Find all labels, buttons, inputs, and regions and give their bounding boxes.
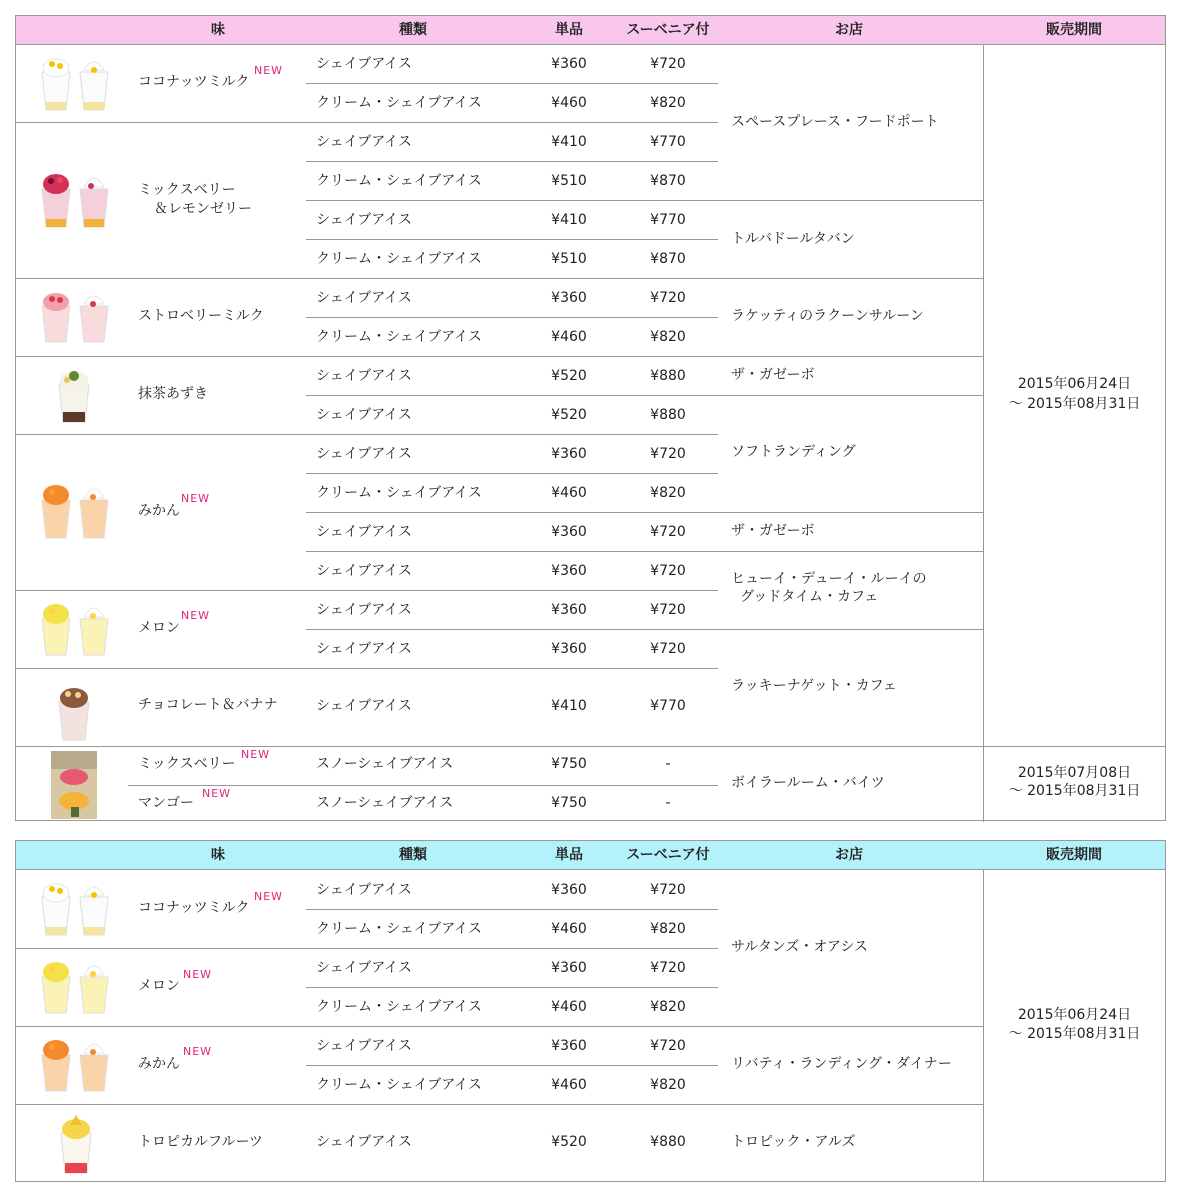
row-price: ¥410 xyxy=(551,212,587,228)
row-type: シェイブアイス xyxy=(316,882,412,898)
row-type: シェイブアイス xyxy=(316,698,412,714)
row-price: ¥520 xyxy=(551,1134,587,1150)
row-souvenir: ¥720 xyxy=(650,641,686,657)
row-type: クリーム・シェイブアイス xyxy=(316,921,482,937)
row-souvenir: ¥820 xyxy=(650,95,686,111)
shop-huey-dewey-louie-line2: グッドタイム・カフェ xyxy=(740,589,879,605)
new-badge: NEW xyxy=(181,609,211,622)
row-price: ¥460 xyxy=(551,1077,587,1093)
shop-space-place: スペースプレース・フードポート xyxy=(731,114,939,130)
melon-photo xyxy=(38,601,114,659)
new-badge: NEW xyxy=(181,492,211,505)
flavor-melon: メロン xyxy=(138,620,180,636)
row-type: シェイブアイス xyxy=(316,602,412,618)
row-souvenir: ¥880 xyxy=(650,368,686,384)
header-souvenir: スーベニア付 xyxy=(626,22,710,38)
row-type: クリーム・シェイブアイス xyxy=(316,485,482,501)
row-type: クリーム・シェイブアイス xyxy=(316,1077,482,1093)
shop-gazebo-2: ザ・ガゼーボ xyxy=(731,523,815,539)
snow-shave-ice-photo xyxy=(51,751,97,819)
row-type: クリーム・シェイブアイス xyxy=(316,95,482,111)
row-type: クリーム・シェイブアイス xyxy=(316,251,482,267)
row-souvenir: ¥720 xyxy=(650,960,686,976)
header-souvenir: スーベニア付 xyxy=(626,847,710,863)
sales-period-start-2: 2015年07月08日 xyxy=(1017,765,1132,781)
row-souvenir: ¥770 xyxy=(650,212,686,228)
header-shop: お店 xyxy=(835,22,863,38)
flavor-mango: マンゴー xyxy=(138,795,194,811)
row-price: ¥360 xyxy=(551,563,587,579)
row-price: ¥750 xyxy=(551,795,587,811)
row-souvenir: ¥720 xyxy=(650,56,686,72)
row-souvenir: ¥720 xyxy=(650,563,686,579)
mikan-photo xyxy=(38,482,114,542)
row-souvenir: ¥720 xyxy=(650,882,686,898)
row-price: ¥360 xyxy=(551,602,587,618)
row-type: クリーム・シェイブアイス xyxy=(316,173,482,189)
row-souvenir: ¥720 xyxy=(650,524,686,540)
row-type: シェイブアイス xyxy=(316,1134,412,1150)
header-period: 販売期間 xyxy=(1046,847,1102,863)
shop-sultans-oasis: サルタンズ・オアシス xyxy=(731,939,868,955)
row-type: シェイブアイス xyxy=(316,1038,412,1054)
row-souvenir: ¥720 xyxy=(650,1038,686,1054)
shop-raketty: ラケッティのラクーンサルーン xyxy=(731,308,924,324)
row-price: ¥460 xyxy=(551,921,587,937)
row-souvenir: ¥870 xyxy=(650,251,686,267)
row-souvenir: ¥820 xyxy=(650,485,686,501)
shave-ice-table-2 xyxy=(15,840,1166,1182)
flavor-matcha-azuki: 抹茶あずき xyxy=(138,386,208,402)
flavor-mixed-berry: ミックスベリー xyxy=(138,756,236,772)
row-souvenir: ¥820 xyxy=(650,999,686,1015)
flavor-coconut-milk: ココナッツミルク xyxy=(138,74,250,90)
header-price: 単品 xyxy=(555,22,583,38)
row-type: シェイブアイス xyxy=(316,134,412,150)
row-price: ¥360 xyxy=(551,524,587,540)
new-badge: NEW xyxy=(241,748,271,761)
shop-boiler-room: ボイラールーム・バイツ xyxy=(731,775,885,791)
row-type: シェイブアイス xyxy=(316,407,412,423)
coconut-milk-photo xyxy=(38,56,114,114)
header-price: 単品 xyxy=(555,847,583,863)
shave-ice-table-1 xyxy=(15,15,1166,821)
row-price: ¥460 xyxy=(551,485,587,501)
row-souvenir: - xyxy=(665,795,671,811)
shop-gazebo: ザ・ガゼーボ xyxy=(731,367,815,383)
row-price: ¥360 xyxy=(551,1038,587,1054)
row-price: ¥460 xyxy=(551,999,587,1015)
row-price: ¥510 xyxy=(551,173,587,189)
table-1-header xyxy=(16,16,1165,45)
row-type: シェイブアイス xyxy=(316,212,412,228)
new-badge: NEW xyxy=(254,64,284,77)
header-type: 種類 xyxy=(399,847,427,863)
row-type: シェイブアイス xyxy=(316,524,412,540)
row-type: スノーシェイブアイス xyxy=(316,795,454,811)
mixed-berry-photo xyxy=(38,171,114,231)
row-type: シェイブアイス xyxy=(316,563,412,579)
coconut-milk-photo xyxy=(38,881,114,939)
shop-huey-dewey-louie: ヒューイ・デューイ・ルーイの xyxy=(731,571,927,587)
row-type: クリーム・シェイブアイス xyxy=(316,329,482,345)
row-price: ¥360 xyxy=(551,56,587,72)
shop-tropic-als: トロピック・アルズ xyxy=(731,1134,856,1150)
flavor-melon: メロン xyxy=(138,978,180,994)
row-souvenir: ¥880 xyxy=(650,407,686,423)
row-price: ¥460 xyxy=(551,95,587,111)
melon-photo xyxy=(38,959,114,1017)
row-price: ¥360 xyxy=(551,641,587,657)
flavor-mikan: みかん xyxy=(138,503,180,519)
row-souvenir: ¥720 xyxy=(650,602,686,618)
sales-period-end-2: ～ 2015年08月31日 xyxy=(1008,783,1141,799)
header-flavor: 味 xyxy=(211,22,225,38)
row-price: ¥410 xyxy=(551,134,587,150)
row-price: ¥510 xyxy=(551,251,587,267)
shop-soft-landing: ソフトランディング xyxy=(731,444,856,460)
header-shop: お店 xyxy=(835,847,863,863)
table-2-header xyxy=(16,841,1165,870)
row-souvenir: ¥770 xyxy=(650,134,686,150)
flavor-mixed-berry-lemon-line2: ＆レモンゼリー xyxy=(154,201,252,217)
row-souvenir: - xyxy=(665,756,671,772)
row-souvenir: ¥770 xyxy=(650,698,686,714)
row-souvenir: ¥720 xyxy=(650,446,686,462)
choco-banana-photo xyxy=(56,686,92,742)
row-type: シェイブアイス xyxy=(316,290,412,306)
row-price: ¥520 xyxy=(551,368,587,384)
new-badge: NEW xyxy=(183,968,213,981)
tropical-fruits-photo xyxy=(56,1113,96,1177)
flavor-strawberry-milk: ストロベリーミルク xyxy=(138,308,264,324)
row-type: シェイブアイス xyxy=(316,960,412,976)
mikan-photo xyxy=(38,1037,114,1095)
flavor-coconut-milk: ココナッツミルク xyxy=(138,900,250,916)
strawberry-milk-photo xyxy=(38,290,114,346)
row-type: クリーム・シェイブアイス xyxy=(316,999,482,1015)
row-price: ¥750 xyxy=(551,756,587,772)
flavor-mixed-berry-lemon: ミックスベリー xyxy=(138,182,236,198)
flavor-tropical-fruits: トロピカルフルーツ xyxy=(138,1134,263,1150)
shop-troubadour: トルバドールタバン xyxy=(731,231,855,247)
row-price: ¥360 xyxy=(551,446,587,462)
matcha-azuki-photo xyxy=(56,368,92,424)
row-type: シェイブアイス xyxy=(316,368,412,384)
flavor-choco-banana: チョコレート＆バナナ xyxy=(138,697,278,713)
row-price: ¥360 xyxy=(551,882,587,898)
row-type: シェイブアイス xyxy=(316,446,412,462)
new-badge: NEW xyxy=(183,1045,213,1058)
shop-lucky-nugget: ラッキーナゲット・カフェ xyxy=(731,678,897,694)
row-price: ¥360 xyxy=(551,960,587,976)
row-price: ¥460 xyxy=(551,329,587,345)
row-type: シェイブアイス xyxy=(316,641,412,657)
row-souvenir: ¥880 xyxy=(650,1134,686,1150)
row-price: ¥520 xyxy=(551,407,587,423)
row-price: ¥360 xyxy=(551,290,587,306)
row-souvenir: ¥820 xyxy=(650,921,686,937)
sales-period-end: ～ 2015年08月31日 xyxy=(1008,396,1141,412)
shop-liberty-landing: リバティ・ランディング・ダイナー xyxy=(731,1056,952,1072)
row-souvenir: ¥820 xyxy=(650,1077,686,1093)
header-flavor: 味 xyxy=(211,847,225,863)
row-price: ¥410 xyxy=(551,698,587,714)
flavor-mikan: みかん xyxy=(138,1056,180,1072)
header-period: 販売期間 xyxy=(1046,22,1102,38)
sales-period-end: ～ 2015年08月31日 xyxy=(1008,1026,1141,1042)
sales-period-start: 2015年06月24日 xyxy=(1017,376,1132,392)
row-type: スノーシェイブアイス xyxy=(316,756,454,772)
header-type: 種類 xyxy=(399,22,427,38)
row-souvenir: ¥870 xyxy=(650,173,686,189)
row-type: シェイブアイス xyxy=(316,56,412,72)
new-badge: NEW xyxy=(202,787,232,800)
sales-period-start: 2015年06月24日 xyxy=(1017,1007,1132,1023)
row-souvenir: ¥720 xyxy=(650,290,686,306)
row-souvenir: ¥820 xyxy=(650,329,686,345)
new-badge: NEW xyxy=(254,890,284,903)
